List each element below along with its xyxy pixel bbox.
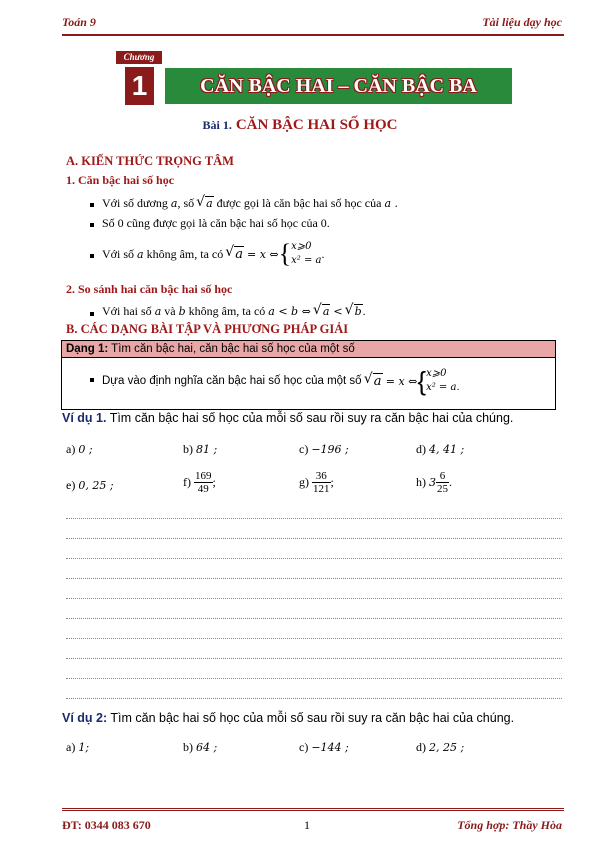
dang1-header: Dạng 1: Tìm căn bậc hai, căn bậc hai số học của một số [62, 341, 555, 358]
example2-statement: Ví dụ 2: Tìm căn bậc hai số học của mỗi số sau rồi suy ra căn bậc hai của chúng. [62, 711, 515, 725]
header-right: Tài liệu dạy học [482, 15, 562, 29]
ex2-item-c: c) −144 ; [299, 740, 349, 754]
answer-line[interactable] [66, 598, 562, 599]
bullet-marker [90, 312, 94, 316]
chapter-label: Chương [116, 51, 162, 64]
ex1-item-g: g) $\frac{36}{121}$ ; [299, 470, 334, 495]
header-left: Toán 9 [62, 15, 96, 29]
answer-line[interactable] [66, 638, 562, 639]
ex2-item-d: d) 2, 25 ; [416, 740, 465, 754]
answer-line[interactable] [66, 578, 562, 579]
answer-line[interactable] [66, 618, 562, 619]
footer-author: Tổng hợp: Thầy Hòa [457, 818, 562, 832]
dang1-bullet: Dựa vào định nghĩa căn bậc hai số học của một số √ a = x ⇔ { x⩾0 x² = a. [102, 361, 460, 401]
example1-statement: Ví dụ 1. Tìm căn bậc hai số học của mỗi số sau rồi suy ra căn bậc hai của chúng. [62, 411, 514, 425]
bullet-marker [90, 223, 94, 227]
section-a-title: A. KIẾN THỨC TRỌNG TÂM [66, 154, 234, 168]
answer-line[interactable] [66, 698, 562, 699]
ex1-item-b: b) 81 ; [183, 442, 218, 456]
answer-line[interactable] [66, 538, 562, 539]
footer-phone: ĐT: 0344 083 670 [62, 818, 151, 832]
ex1-item-h: h) 3 $\frac{6}{25}$ . [416, 470, 452, 495]
section-b-title: B. CÁC DẠNG BÀI TẬP VÀ PHƯƠNG PHÁP GIẢI [66, 322, 349, 336]
sub2-title: 2. So sánh hai căn bậc hai số học [66, 282, 233, 296]
bullet-marker [90, 378, 94, 382]
answer-line[interactable] [66, 678, 562, 679]
sub1-bullet-2: Số 0 cũng được gọi là căn bậc hai số học của 0. [102, 216, 330, 230]
sub1-bullet-1: Với số dương a, số √ a được gọi là căn bậc hai số học của a . [102, 196, 398, 211]
ex1-item-e: e) 0, 25 ; [66, 478, 114, 492]
header-rule [62, 34, 564, 36]
answer-line[interactable] [66, 658, 562, 659]
answer-line[interactable] [66, 518, 562, 519]
answer-line[interactable] [66, 558, 562, 559]
sub1-bullet-3: Với số a không âm, ta có √ a = x ⇔ { x⩾0 x² = a . [102, 234, 324, 274]
ex1-item-c: c) −196 ; [299, 442, 349, 456]
sub1-title: 1. Căn bậc hai số học [66, 173, 175, 187]
ex1-item-d: d) 4, 41 ; [416, 442, 465, 456]
sub2-bullet-1: Với hai số a và b không âm, ta có a < b ⇔ √ a < √ b. [102, 304, 366, 319]
ex1-item-a: a) 0 ; [66, 442, 93, 456]
lesson-title: Bài 1. CĂN BẬC HAI SỐ HỌC [202, 117, 398, 133]
dang1-box [61, 340, 556, 410]
footer-page-number: 1 [304, 818, 310, 832]
footer-rule [62, 808, 564, 813]
ex2-item-b: b) 64 ; [183, 740, 218, 754]
bullet-marker [90, 254, 94, 258]
chapter-title: CĂN BẬC HAI – CĂN BẬC BA [165, 68, 512, 104]
chapter-number: 1 [125, 67, 154, 105]
ex1-item-f: f) $\frac{169}{49}$ ; [183, 470, 216, 495]
ex2-item-a: a) 1; [66, 740, 90, 754]
bullet-marker [90, 203, 94, 207]
